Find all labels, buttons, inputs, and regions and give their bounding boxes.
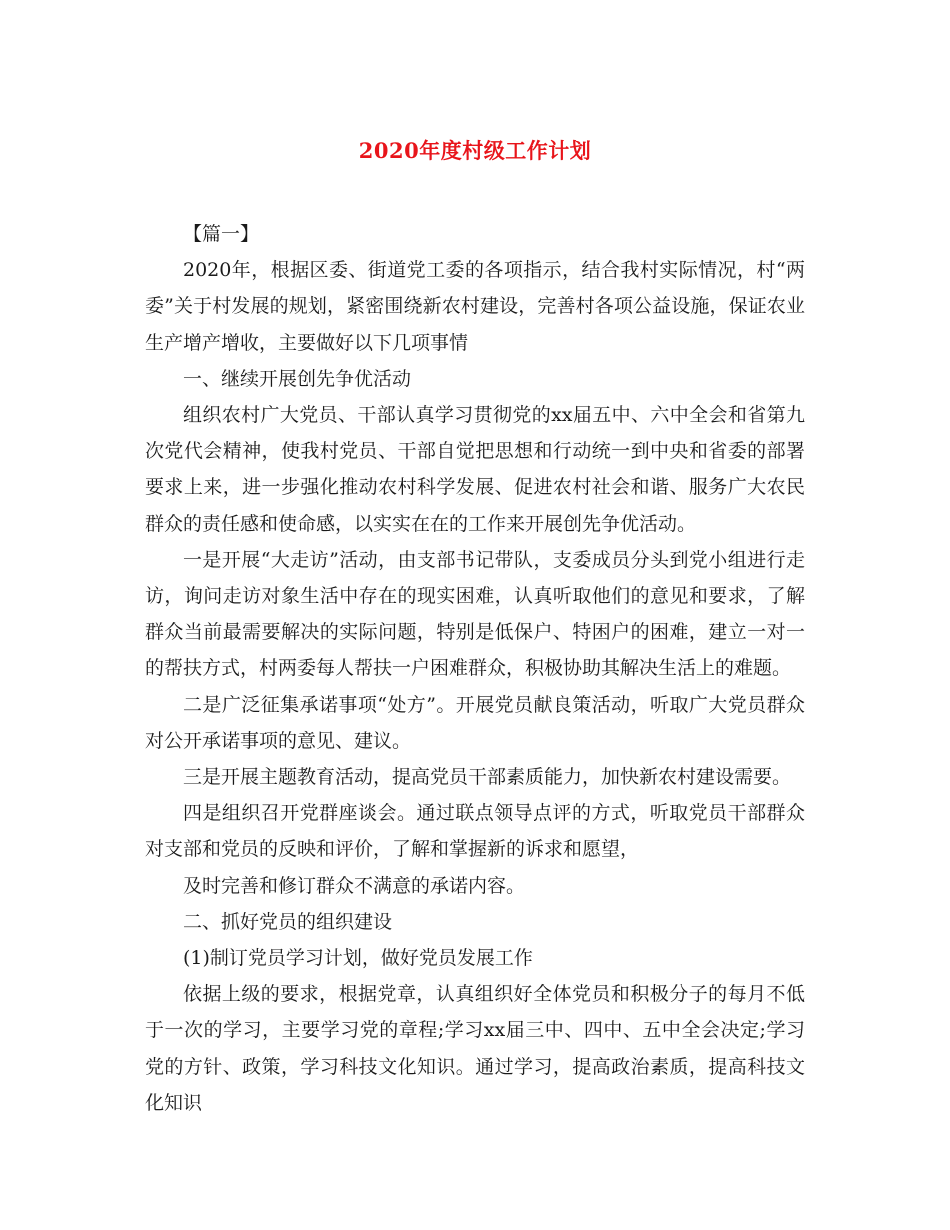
paragraph-forum: 四是组织召开党群座谈会。通过联点领导点评的方式，听取党员干部群众对支部和党员的反映和评价，了解和掌握新的诉求和愿望， (145, 802, 805, 861)
section-heading-part-one: 【篇一】 (183, 223, 260, 245)
paragraph-education: 三是开展主题教育活动，提高党员干部素质能力，加快新农村建设需要。 (183, 766, 792, 789)
paragraph-visit: 一是开展“大走访”活动，由支部书记带队，支委成员分头到党小组进行走访，询问走访对象生活中存在的现实困难，认真听取他们的意见和要求，了解群众当前最需要解决的实际问题，特别是低保户、特困户的困难，建立一对一的帮扶方式，村两委每人帮扶一户困难群众，积极协助其解决生活上的难题。 (145, 548, 805, 680)
section-heading-2: 二、抓好党员的组织建设 (183, 910, 393, 933)
section-heading-1: 一、继续开展创先争优活动 (183, 367, 412, 390)
paragraph-revise: 及时完善和修订群众不满意的承诺内容。 (183, 874, 526, 897)
paragraph-study-plan: 依据上级的要求，根据党章，认真组织好全体党员和积极分子的每月不低于一次的学习，主要学习党的章程;学习xx届三中、四中、五中全会决定;学习党的方针、政策，学习科技文化知识。通过学习，提高政治素质，提高科技文化知识 (145, 983, 805, 1114)
paragraph-commitments: 二是广泛征集承诺事项“处方”。开展党员献良策活动，听取广大党员群众对公开承诺事项的意见、建议。 (145, 693, 805, 752)
document-body (145, 216, 805, 1121)
paragraph-intro: 2020年，根据区委、街道党工委的各项指示，结合我村实际情况，村“两委”关于村发展的规划，紧密围绕新农村建设，完善村各项公益设施，保证农业生产增产增收，主要做好以下几项事情 (145, 259, 805, 354)
document-title: 2020年度村级工作计划 (358, 138, 592, 163)
subsection-heading-1: (1)制订党员学习计划，做好党员发展工作 (183, 947, 533, 970)
paragraph-study: 组织农村广大党员、干部认真学习贯彻党的xx届五中、六中全会和省第九次党代会精神，使我村党员、干部自觉把思想和行动统一到中央和省委的部署要求上来，进一步强化推动农村科学发展、促进农村社会和谐、服务广大农民群众的责任感和使命感，以实实在在的工作来开展创先争优活动。 (145, 404, 805, 535)
